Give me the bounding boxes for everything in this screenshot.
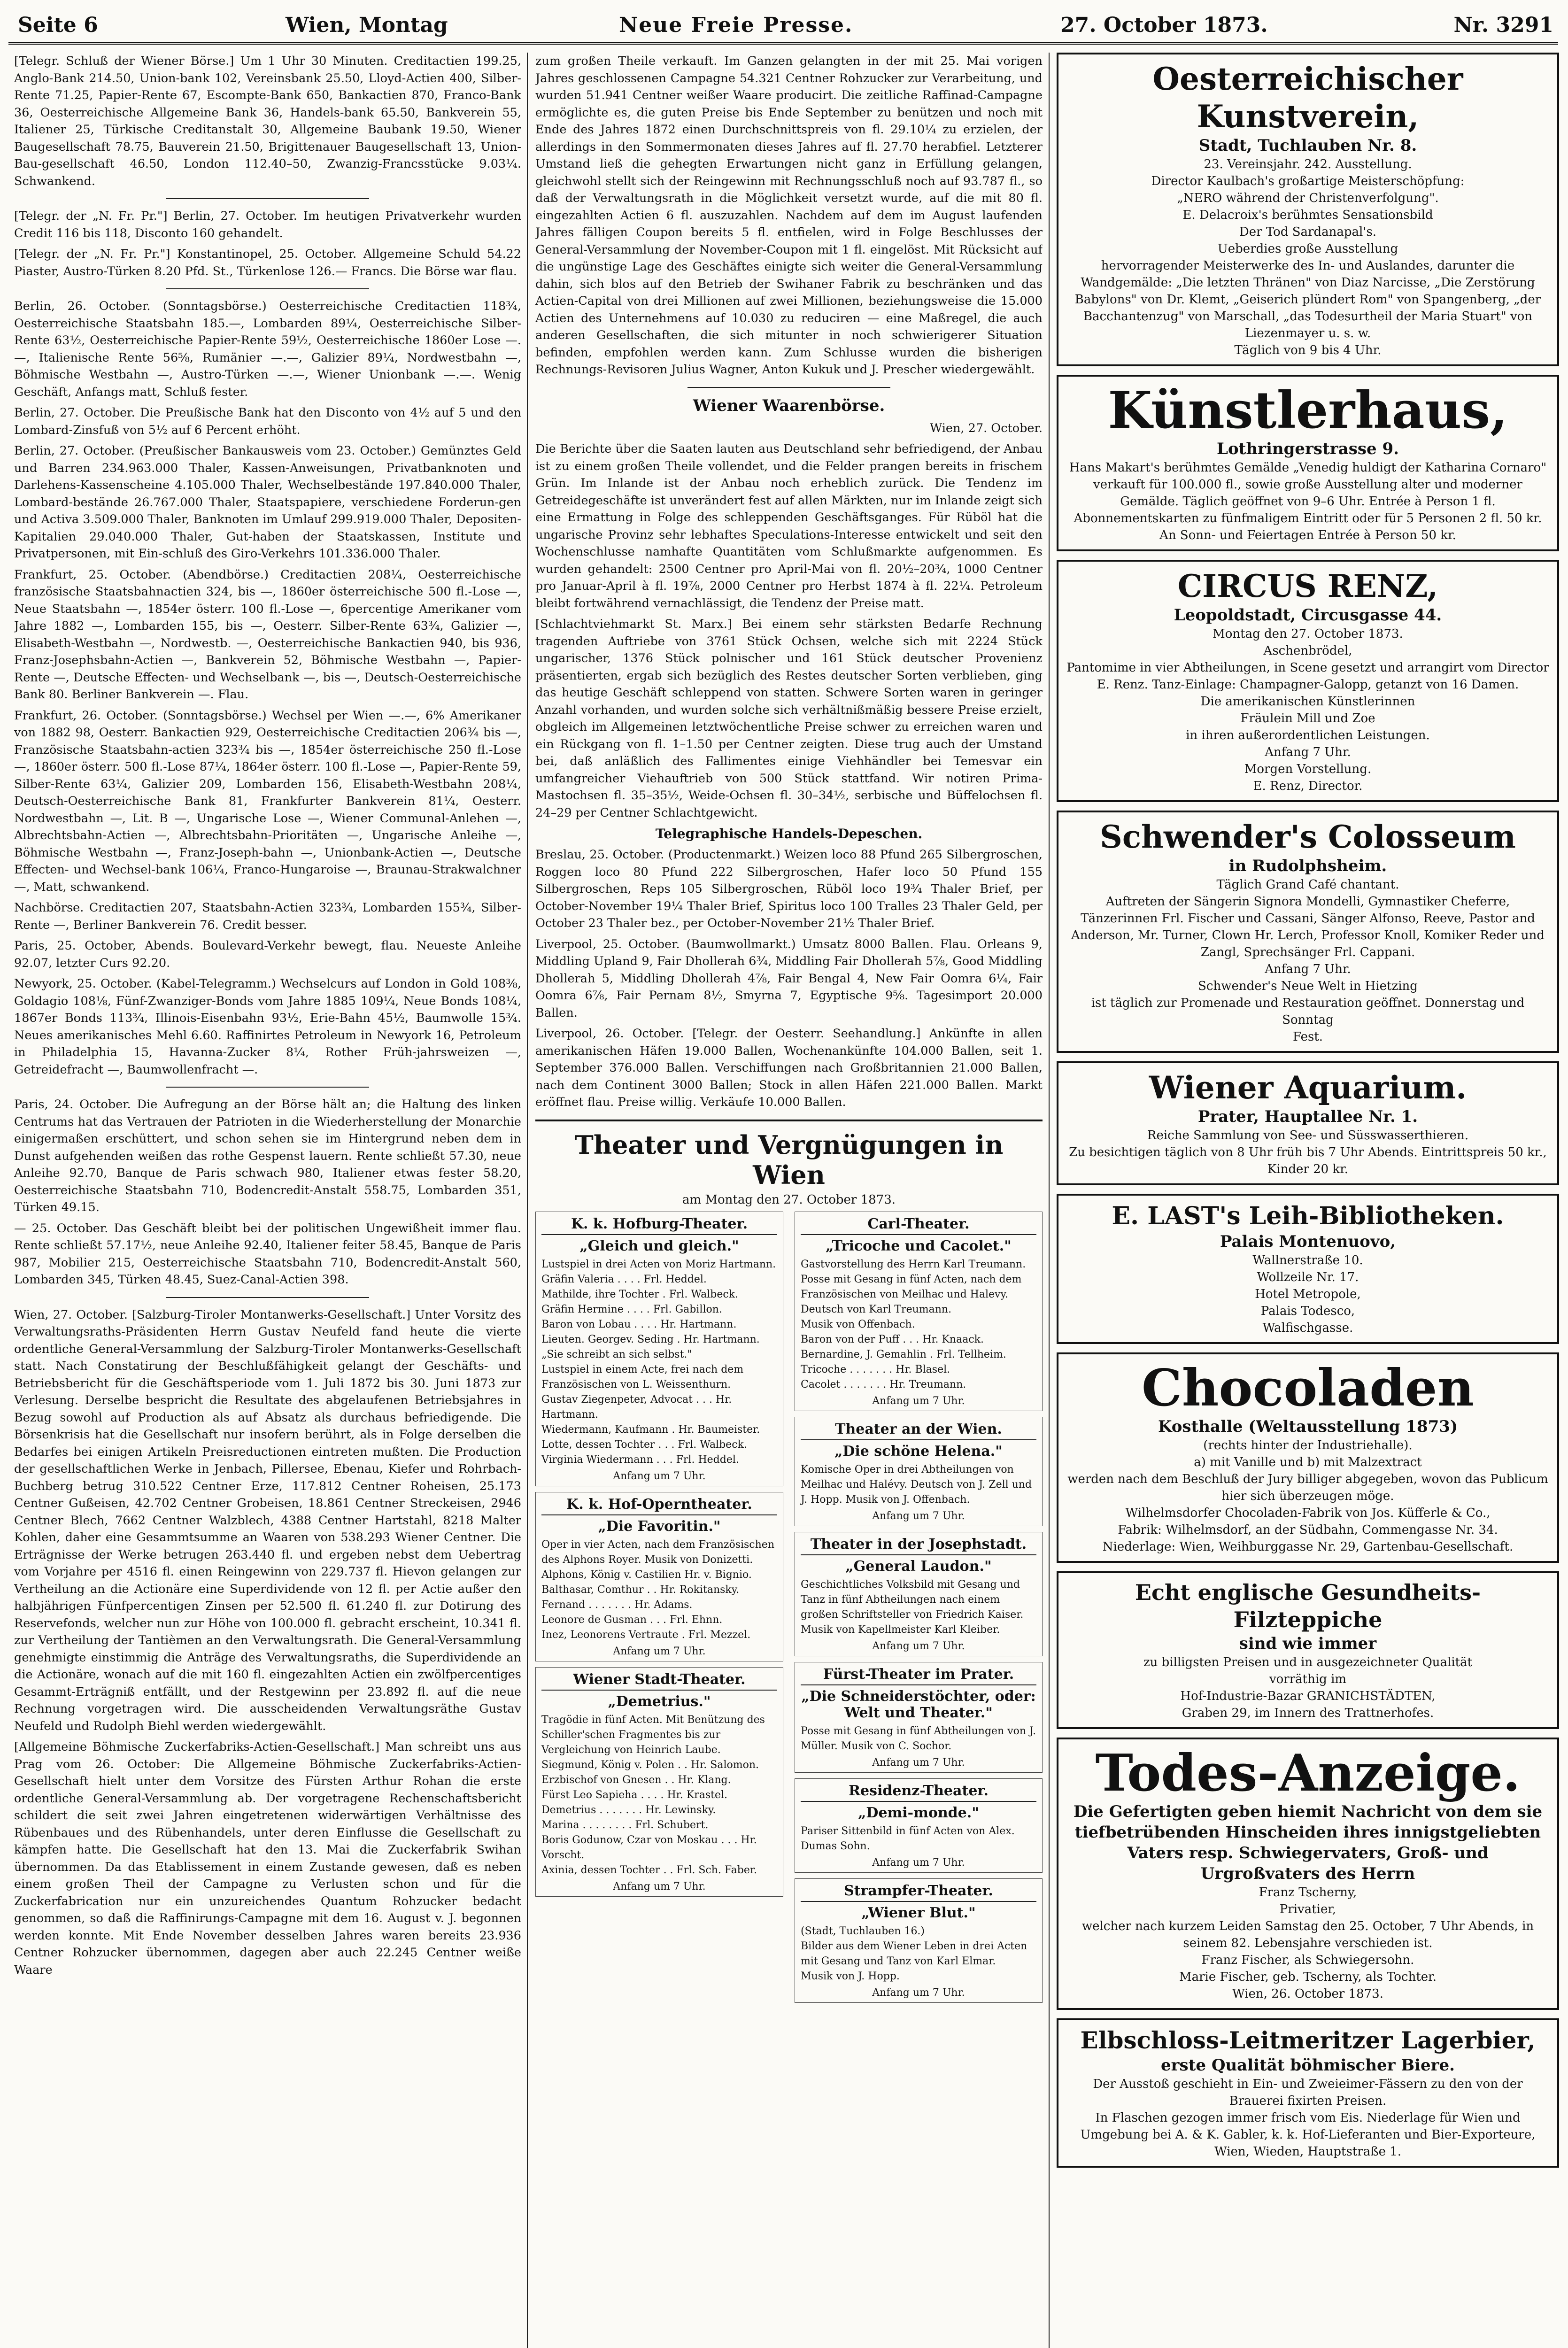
theatre-column-left: [535, 1212, 783, 2008]
cast-line: Marina . . . . . . . . Frl. Schubert.: [541, 1819, 709, 1831]
cast-line: Cacolet . . . . . . . Hr. Treumann.: [801, 1378, 966, 1390]
ad-line: Franz Tscherny,: [1259, 1885, 1357, 1900]
article-paragraph: Frankfurt, 25. October. (Abendbörse.) Creditactien 208¼, Oesterreichische französische Staatsbahnactien 324, bis —, 1860er österreichische 500 fl.-Lose —, Neue Staatsbahn —, 1854er österr. 100 fl.-Lose —, 6percentige Amerikaner vom Jahre 1882 —, Lombarden 155, bis —, Oesterr. Silber-Rente 63¾, Galizier —, Elisabeth-Westbahn —, Nordwestb. —, Oesterreichische Bankactien 940, bis 936, Franz-Josephsbahn-Actien —, Bankverein 52, Böhmische Westbahn —, Papier-Rente —, Deutsche Effecten- und Wechselbank —, bis —, Deutsch-Oesterreichische Bank 80. Berliner Bankverein —. Flau.: [14, 567, 521, 702]
ad-line: Lothringerstrasse 9.: [1217, 440, 1399, 458]
theatre-heading: Theater und Vergnügungen in Wien: [574, 1129, 1004, 1190]
column-financial-news: [14, 53, 521, 2348]
cast-line: Gustav Ziegenpeter, Advocat . . . Hr. Hartmann.: [541, 1393, 732, 1421]
article-paragraph: Berlin, 27. October. (Preußischer Bankausweis vom 23. October.) Gemünztes Geld und Barren 234.963.000 Thaler, Kassen-Anweisungen, Privatbanknoten und Darlehens-Kassenscheine 4.105.000 Thaler, Wechselbestände 197.840.000 Thaler, Lombard-bestände 26.767.000 Thaler, Staatspapiere, verschiedene Forderun-gen und Activa 3.509.000 Thaler, Banknoten im Umlauf 299.919.000 Thaler, Depositen-Kapitalien 29.040.000 Thaler, Gut-haben der Staatskassen, Institute und Privatpersonen, mit Ein-schluß des Giro-Verkehrs 101.336.000 Thaler.: [14, 444, 521, 561]
theatre-listing: [795, 1532, 1043, 1656]
ad-line: In Flaschen gezogen immer frisch vom Eis. Niederlage für Wien und Umgebung bei A. & K. Gabler, k. k. Hof-Lieferanten und Bier-Exporteure, Wien, Wieden, Hauptstraße 1.: [1080, 2111, 1536, 2159]
ad-line: Schwender's Neue Welt in Hietzing: [1198, 979, 1418, 993]
ad-circus-renz: [1057, 560, 1559, 802]
separator: [535, 1120, 1043, 1121]
ad-kunstverein: [1057, 53, 1559, 366]
cast-line: „Sie schreibt an sich selbst.": [541, 1348, 692, 1360]
ad-title: Todes-Anzeige.: [1095, 1744, 1521, 1803]
cast-line: Lotte, dessen Tochter . . . Frl. Walbeck.: [541, 1438, 747, 1451]
separator: [166, 198, 369, 199]
theatre-subheading: am Montag den 27. October 1873.: [682, 1192, 896, 1207]
ad-filzteppiche: [1057, 1571, 1559, 1729]
ad-line: „NERO während der Christenverfolgung".: [1177, 191, 1439, 205]
ad-line: Der Tod Sardanapal's.: [1239, 225, 1377, 239]
ad-line: Palais Montenuovo,: [1220, 1232, 1396, 1251]
cast-line: Gräfin Valeria . . . . Frl. Heddel.: [541, 1273, 707, 1285]
cast-line: Wiedermann, Kaufmann . Hr. Baumeister.: [541, 1423, 760, 1436]
play-title: „Die Schneiderstöchter, oder: Welt und Theater.": [801, 1688, 1036, 1721]
ad-line: Marie Fischer, geb. Tscherny, als Tochter.: [1179, 1970, 1437, 1984]
start-time: Anfang um 7 Uhr.: [872, 1510, 965, 1522]
ad-line: Morgen Vorstellung.: [1244, 762, 1372, 776]
page-number: Seite 6: [18, 13, 98, 37]
ad-line: Wallnerstraße 10.: [1252, 1253, 1363, 1267]
ad-line: in ihren außerordentlichen Leistungen.: [1186, 728, 1430, 742]
theatre-listing: [795, 1417, 1043, 1526]
ad-line: Die amerikanischen Künstlerinnen: [1200, 695, 1415, 709]
ad-title: E. LAST's Leih-Bibliotheken.: [1112, 1202, 1504, 1230]
ad-title: Künstlerhaus,: [1108, 381, 1508, 440]
cast-line: Komische Oper in drei Abtheilungen von Meilhac und Halévy. Deutsch von J. Zell und J. Hopp. Musik von J. Offenbach.: [801, 1463, 1032, 1506]
article-paragraph: [Allgemeine Böhmische Zuckerfabriks-Actien-Gesellschaft.] Man schreibt uns aus Prag vom 26. October: Die Allgemeine Böhmische Zuckerfabriks-Actien-Gesellschaft hielt unter dem Vorsitze des Fürsten Arthur Rohan die erste ordentliche General-Versammlung ab. Der vorgetragene Rechenschaftsbericht schildert die seit zwei Jahren eingetretenen widerwärtigen Verhältnisse des Rübenbaues und des Rübenhandels, unter deren Einflusse die Gesellschaft zu kämpfen hatte. Die Gesellschaft hat den 13. Mai die Zuckerfabrik Swihan übernommen. Da das Etablissement in einem Zustande gewesen, daß es neben einem großen Theil der Campagne zu Verlusten schon und für die Zuckerfabrication nur ein unzureichendes Quantum Rohzucker bedacht genommen, so daß die Raffinirungs-Campagne mit dem 16. August v. J. begonnen werden konnte. Mit Ende November desselben Jahres waren bereits 23.936 Centner Rohzucker übernommen, dagegen aber auch 22.245 Centner weiße Waare: [14, 1740, 521, 1977]
theatre-column-right: [795, 1212, 1043, 2008]
ad-line: E. Delacroix's berühmtes Sensationsbild: [1182, 208, 1433, 222]
ad-title: CIRCUS RENZ,: [1177, 568, 1438, 604]
theatre-listing: [795, 1212, 1043, 1411]
cast-line: Siegmund, König v. Polen . . Hr. Salomon.: [541, 1759, 759, 1771]
article-paragraph: Newyork, 25. October. (Kabel-Telegramm.) Wechselcurs auf London in Gold 108⅜, Goldagio 108⅛, Fünf-Zwanziger-Bonds vom Jahre 1885 109¼, Neue Bonds 108¼, 1867er Bonds 113¾, Illinois-Eisenbahn 93½, Erie-Bahn 45½, Baumwolle 15¾. Neues amerikanisches Mehl 6.60. Raffinirtes Petroleum in Newyork 16, Petroleum in Philadelphia 15, Havanna-Zucker 8¼, Rother Früh-jahrsweizen —, Getreidefracht —, Baumwollenfracht —.: [14, 977, 521, 1077]
ad-line: Niederlage: Wien, Weihburggasse Nr. 29, Gartenbau-Gesellschaft.: [1102, 1540, 1514, 1554]
column-rule: [527, 53, 528, 2348]
ad-line: Graben 29, im Innern des Trattnerhofes.: [1182, 1706, 1434, 1720]
ad-line: Ueberdies große Ausstellung: [1217, 242, 1398, 256]
ad-title: Oesterreichischer Kunstverein,: [1152, 61, 1463, 135]
cast-line: Demetrius . . . . . . . Hr. Lewinsky.: [541, 1804, 716, 1816]
ad-line: Der Ausstoß geschieht in Ein- und Zweieimer-Fässern zu den von der Brauerei fixirten Preisen.: [1093, 2077, 1523, 2108]
masthead: [8, 10, 1558, 45]
ad-line: Wollzeile Nr. 17.: [1257, 1270, 1359, 1284]
ad-line: Stadt, Tuchlauben Nr. 8.: [1198, 136, 1417, 155]
ad-line: vorräthig im: [1269, 1672, 1347, 1686]
theatre-listing: [795, 1878, 1043, 2003]
article-paragraph: Liverpool, 26. October. [Telegr. der Oesterr. Seehandlung.] Ankünfte in allen amerikanischen Häfen 19.000 Ballen, Wochenankünfte 104.000 Ballen, seit 1. September 376.000 Ballen. Verschiffungen nach Großbritannien 21.000 Ballen, nach dem Continent 3000 Ballen; Stock in allen Häfen 221.000 Ballen. Markt eröffnet flau. Preise willig. Verkäufe 10.000 Ballen.: [535, 1027, 1043, 1109]
cast-line: Tricoche . . . . . . . Hr. Blasel.: [801, 1363, 950, 1375]
separator: [166, 288, 369, 289]
play-title: „Wiener Blut.": [861, 1904, 976, 1921]
cast-line: Mathilde, ihre Tochter . Frl. Walbeck.: [541, 1288, 739, 1300]
cast-line: Fürst Leo Sapieha . . . . Hr. Krastel.: [541, 1789, 728, 1801]
ad-schwender: [1057, 811, 1559, 1053]
play-title: „Die schöne Helena.": [834, 1443, 1003, 1460]
issue-date: 27. October 1873.: [1060, 13, 1268, 37]
cast-line: Axinia, dessen Tochter . . Frl. Sch. Faber.: [541, 1864, 757, 1876]
ad-line: Prater, Hauptallee Nr. 1.: [1197, 1107, 1418, 1126]
ad-line: Fräulein Mill und Zoe: [1240, 711, 1375, 726]
play-title: „Gleich und gleich.": [579, 1237, 739, 1254]
ad-title: Echt englische Gesundheits-Filzteppiche: [1135, 1580, 1481, 1632]
ad-kuenstlerhaus: [1057, 375, 1559, 551]
cast-line: (Stadt, Tuchlauben 16.): [801, 1925, 925, 1937]
theatre-listing: [795, 1778, 1043, 1873]
ad-title: Schwender's Colosseum: [1100, 819, 1516, 855]
cast-line: Boris Godunow, Czar von Moskau . . . Hr. Vorscht.: [541, 1834, 757, 1861]
article-paragraph: Berlin, 26. October. (Sonntagsbörse.) Oesterreichische Creditactien 118¾, Oesterreichische Staatsbahn 185.—, Lombarden 89¼, Oesterreichische Silber-Rente 63½, Oesterreichische Papier-Rente 59½, Oesterreichische 1860er Lose —.—, Italienische Rente 56⅝, Rumänier —.—, Galizier 89¼, Nordwestbahn —, Böhmische Westbahn —, Austro-Türken —.—, Wiener Unionbank —.—. Wenig Geschäft, Anfangs matt, Schluß fester.: [14, 299, 521, 399]
cast-line: Posse mit Gesang in fünf Abtheilungen von J. Müller. Musik von C. Sochor.: [801, 1725, 1036, 1752]
ad-line: Wilhelmsdorfer Chocoladen-Fabrik von Jos. Küfferle & Co.,: [1125, 1506, 1491, 1520]
article-paragraph: [Telegr. der „N. Fr. Pr."] Berlin, 27. October. Im heutigen Privatverkehr wurden Credit 116 bis 118, Disconto 160 gehandelt.: [14, 209, 521, 240]
play-title: „Die Favoritin.": [598, 1518, 721, 1535]
ad-line: ist täglich zur Promenade und Restauration geöffnet. Donnerstag und Sonntag: [1091, 996, 1525, 1027]
section-heading: Wiener Waarenbörse.: [693, 396, 885, 415]
start-time: Anfang um 7 Uhr.: [872, 1395, 965, 1407]
ad-line: Zu besichtigen täglich von 8 Uhr früh bis 7 Uhr Abends. Eintrittspreis 50 kr., Kinder 20 kr.: [1069, 1145, 1547, 1176]
start-time: Anfang um 7 Uhr.: [872, 1640, 965, 1652]
ad-line: werden nach dem Beschluß der Jury billiger abgegeben, wovon das Publicum hier sich überzeugen möge.: [1067, 1472, 1548, 1503]
article-paragraph: zum großen Theile verkauft. Im Ganzen gelangten in der mit 25. Mai vorigen Jahres geschlossenen Campagne 54.321 Centner Rohzucker zur Verarbeitung, und wurden 51.941 Centner weißer Waare producirt. Die zeitliche Raffinad-Campagne ermöglichte es, die guten Preise bis Ende September zu benützen und noch mit Ende des Jahres 1872 einen Durchschnittspreis von fl. 29.10¼ zu erzielen, der allerdings in den Sommermonaten dieses Jahres auf fl. 27.70 herabfiel. Letzterer Umstand ließ die gehegten Erwartungen nicht ganz in Erfüllung gelangen, gleichwohl stellt sich der Reingewinn mit Rechnungsschluß noch auf 93.787 fl., so daß der Verwaltungsrath in die Möglichkeit versetzt wurde, auf die mit 80 fl. eingezahlten Actien 6 fl. auszuzahlen. Nachdem auf dem im August laufenden Jahres fälligen Coupon bereits 5 fl. entfielen, wird in Folge Beschlusses der General-Versammlung der November-Coupon mit 1 fl. eingelöst. Mit Rücksicht auf die ungünstige Lage des Geschäftes einigte sich weiter die General-Versammlung dahin, sich blos auf den Betrieb der Swihaner Fabrik zu beschränken und das Actien-Capital von drei Millionen auf zwei Millionen, beziehungsweise die 15.000 Actien des Unternehmens auf 10.030 zu reduciren — eine Maßregel, die auch anderen Gesellschaften, die sich mitunter in noch schwierigerer Situation befinden, empfohlen werden kann. Zum Schlusse wurden die bisherigen Rechnungs-Revisoren Julius Wagner, Anton Kukuk und J. Prescher wiedergewählt.: [535, 54, 1043, 377]
start-time: Anfang um 7 Uhr.: [872, 1856, 965, 1869]
theatre-listings: [535, 1212, 1043, 2008]
theatre-name: Theater an der Wien.: [801, 1421, 1036, 1440]
column-rule: [1049, 53, 1050, 2348]
separator: [687, 387, 890, 388]
ad-line: 23. Vereinsjahr. 242. Ausstellung.: [1204, 157, 1412, 171]
cast-line: Baron von der Puff . . . Hr. Knaack.: [801, 1333, 984, 1345]
cast-line: Posse mit Gesang in fünf Acten, nach dem Französischen von Meilhac und Halevy. Deutsch von Karl Treumann.: [801, 1273, 1022, 1315]
city-day: Wien, Montag: [286, 13, 448, 37]
ad-line: Fest.: [1292, 1030, 1323, 1044]
play-title: „Demi-monde.": [858, 1804, 979, 1821]
cast-line: Lieuten. Georgev. Seding . Hr. Hartmann.: [541, 1333, 760, 1345]
start-time: Anfang um 7 Uhr.: [872, 1986, 965, 1999]
article-paragraph: Paris, 25. October, Abends. Boulevard-Verkehr bewegt, flau. Neueste Anleihe 92.07, letzter Curs 92.20.: [14, 939, 521, 970]
theatre-name: Fürst-Theater im Prater.: [801, 1666, 1036, 1685]
article-paragraph: Frankfurt, 26. October. (Sonntagsbörse.) Wechsel per Wien —.—, 6% Amerikaner von 1882 98, Oesterr. Bankactien 929, Oesterreichische Creditactien 206¾ bis —, Französische Staatsbahn-actien 323¾ bis —, 1854er österreichische 250 fl.-Lose —, 1860er österr. 500 fl.-Lose 87¼, 1864er österr. 100 fl.-Lose —, Papier-Rente 59, Silber-Rente 63¼, Galizier 209, Lombarden 156, Elisabeth-Westbahn 208¼, Deutsch-Oesterreichische Bank 81, Frankfurter Bankverein 81¼, Oesterr. Nordwestbahn —, Lit. B —, Ungarische Lose —, Wiener Communal-Anlehen —, Albrechtsbahn-Actien —, Albrechtsbahn-Prioritäten —, Ungarische Anleihe —, Böhmische Westbahn —, Franz-Joseph-bahn —, Unionbank-Actien —, Deutsche Effecten- und Wechsel-bank 106¼, Franco-Hungaroise —, Braunau-Strakwalchner —, Matt, schwankend.: [14, 708, 521, 894]
ad-line: Palais Todesco,: [1260, 1304, 1355, 1318]
section-heading: Telegraphische Handels-Depeschen.: [655, 826, 923, 842]
cast-line: Tragödie in fünf Acten. Mit Benützung des Schiller'schen Fragmentes bis zur Vergleichung von Heinrich Laube.: [541, 1714, 765, 1756]
separator: [166, 1297, 369, 1298]
article-paragraph: [Telegr. der „N. Fr. Pr."] Konstantinopel, 25. October. Allgemeine Schuld 54.22 Piaster, Austro-Türken 8.20 Pfd. St., Türkenlose 126.— Francs. Die Börse war flau.: [14, 247, 521, 278]
ad-line: zu billigsten Preisen und in ausgezeichneter Qualität: [1143, 1655, 1473, 1669]
start-time: Anfang um 7 Uhr.: [872, 1756, 965, 1769]
ad-line: Wien, 26. October 1873.: [1232, 1987, 1383, 2001]
cast-line: Baron von Lobau . . . . Hr. Hartmann.: [541, 1318, 737, 1330]
ad-line: Director Kaulbach's großartige Meisterschöpfung:: [1151, 174, 1465, 188]
ad-line: Fabrik: Wilhelmsdorf, an der Südbahn, Commengasse Nr. 34.: [1118, 1523, 1498, 1537]
cast-line: Oper in vier Acten, nach dem Französischen des Alphons Royer. Musik von Donizetti.: [541, 1538, 774, 1566]
theatre-name: K. k. Hof-Operntheater.: [541, 1496, 777, 1515]
article-paragraph: Paris, 24. October. Die Aufregung an der Börse hält an; die Haltung des linken Centrums hat das Vertrauen der Patrioten in die Wiederherstellung der Monarchie einigermaßen erschüttert, und schon sehen sie im Hintergrund neben dem in Dunst aufgehenden weißen das rothe Gespenst lauern. Rente schließt 57.30, neue Anleihe 92.70, Banque de Paris schwach 980, Italiener etwas fester 58.20, Oesterreichische Staatsbahn 710, Bodencredit-Anstalt 558.75, Lombarden 351, Türken 49.15.: [14, 1097, 521, 1214]
ad-line: (rechts hinter der Industriehalle).: [1203, 1438, 1413, 1452]
ad-title: Chocoladen: [1141, 1359, 1475, 1418]
ad-line: Leopoldstadt, Circusgasse 44.: [1174, 606, 1442, 625]
ad-line: Hotel Metropole,: [1255, 1287, 1361, 1301]
ad-line: Aschenbrödel,: [1263, 644, 1352, 658]
cast-line: Musik von Offenbach.: [801, 1318, 915, 1330]
theatre-name: Carl-Theater.: [801, 1216, 1036, 1235]
column-market-and-theatre: [535, 53, 1043, 2348]
article-paragraph: Berlin, 27. October. Die Preußische Bank hat den Disconto von 4½ auf 5 und den Lombard-Zinsfuß von 5½ auf 6 Percent erhöht.: [14, 406, 521, 437]
ad-line: Die Gefertigten geben hiemit Nachricht von dem sie tiefbetrübenden Hinscheiden ihres innigstgeliebten Vaters resp. Schwiegervaters, Groß- und Urgroßvaters des Herrn: [1073, 1802, 1543, 1883]
cast-line: Bernardine, J. Gemahlin . Frl. Tellheim.: [801, 1348, 1006, 1360]
ad-line: Täglich Grand Café chantant.: [1216, 878, 1399, 892]
ad-line: Privatier,: [1279, 1902, 1336, 1916]
theatre-name: Wiener Stadt-Theater.: [541, 1671, 777, 1691]
ad-line: Montag den 27. October 1873.: [1213, 627, 1403, 641]
article-paragraph: — 25. October. Das Geschäft bleibt bei der politischen Ungewißheit immer flau. Rente schließt 57.17½, neue Anleihe 92.40, Italiener feiter 58.45, Banque de Paris 987, Mobilier 215, Oesterreichische Staatsbahn 710, Bodencredit-Anstalt 560, Lombarden 345, Türken 48.45, Suez-Canal-Actien 398.: [14, 1221, 521, 1287]
cast-line: Pariser Sittenbild in fünf Acten von Alex. Dumas Sohn.: [801, 1825, 1015, 1852]
ad-line: welcher nach kurzem Leiden Samstag den 25. October, 7 Uhr Abends, in seinem 82. Lebensjahre verschieden ist.: [1081, 1919, 1534, 1950]
article-paragraph: Liverpool, 25. October. (Baumwollmarkt.) Umsatz 8000 Ballen. Flau. Orleans 9, Middling Upland 9, Fair Dhollerah 6¾, Middling Fair Dhollerah 5⅞, Good Middling Dhollerah 5, Middling Dhollerah 4⅞, Fair Bengal 4, New Fair Oomra 6¼, Fair Oomra 6⅞, Fair Pernam 8½, Smyrna 7, Egyptische 9⅝. Tagesimport 20.000 Ballen.: [535, 937, 1043, 1020]
cast-line: Gastvorstellung des Herrn Karl Treumann.: [801, 1258, 1026, 1270]
article-paragraph: Breslau, 25. October. (Productenmarkt.) Weizen loco 88 Pfund 265 Silbergroschen, Roggen loco 80 Pfund 222 Silbergroschen, Hafer loco 50 Pfund 155 Silbergroschen, Reps 105 Silbergroschen, Rüböl loco 19¾ Thaler Brief, per October-November 19¼ Thaler Brief, Spiritus loco 100 Tralles 23 Thaler Geld, per October 23 Thaler bez., per October-November 21½ Thaler Brief.: [535, 848, 1043, 930]
ad-line: Walfischgasse.: [1262, 1321, 1353, 1335]
theatre-name: K. k. Hofburg-Theater.: [541, 1216, 777, 1235]
ad-line: Reiche Sammlung von See- und Süsswasserthieren.: [1147, 1128, 1469, 1143]
ad-line: Kosthalle (Weltausstellung 1873): [1158, 1417, 1458, 1436]
cast-line: Leonore de Gusman . . . Frl. Ehnn.: [541, 1614, 723, 1626]
play-title: „Demetrius.": [608, 1693, 711, 1710]
theatre-name: Theater in der Josephstadt.: [801, 1536, 1036, 1555]
article-paragraph: Die Berichte über die Saaten lauten aus Deutschland sehr befriedigend, der Anbau ist zu einem großen Theile vollendet, und die Felder prangen bereits in frischem Grün. Im Inlande ist der Anbau noch erheblich zurück. Die Tendenz im Getreidegeschäfte ist unverändert fest auf allen Märkten, nur im Inlande zeigt sich eine Ermattung in Folge des schleppenden Geschäftsganges. Für Rüböl hat die ungarische Provinz sehr lebhaftes Speculations-Interesse entwickelt und seit den Wochenschlusse namhafte Quantitäten vom Schlußmarkte aufgenommen. Es wurden gehandelt: 2500 Centner pro April-Mai von fl. 20½–20¾, 1000 Centner pro Januar-April à fl. 19⅞, 2000 Centner pro Herbst 1874 à fl. 22¼. Petroleum bleibt fortwährend vernachlässigt, die Tendenz der Preise matt.: [535, 442, 1043, 610]
cast-line: Virginia Wiedermann . . . Frl. Heddel.: [541, 1453, 739, 1466]
start-time: Anfang um 7 Uhr.: [613, 1880, 706, 1892]
ad-line: erste Qualität böhmischer Biere.: [1160, 2056, 1455, 2075]
issue-number: Nr. 3291: [1453, 13, 1553, 37]
cast-line: Fernand . . . . . . . Hr. Adams.: [541, 1599, 693, 1611]
ad-elbschloss: [1057, 2018, 1559, 2168]
ad-line: Pantomime in vier Abtheilungen, in Scene gesetzt und arrangirt vom Director E. Renz. Tanz-Einlage: Champagner-Galopp, getanzt von 16 Damen.: [1066, 661, 1549, 692]
cast-line: Lustspiel in einem Acte, frei nach dem Französischen von L. Weissenthurn.: [541, 1363, 744, 1390]
article-paragraph: [Telegr. Schluß der Wiener Börse.] Um 1 Uhr 30 Minuten. Creditactien 199.25, Anglo-Bank 214.50, Union-bank 102, Vereinsbank 25.50, Lloyd-Actien 400, Silber-Rente 71.25, Papier-Rente 67, Escompte-Bank 650, Bankactien 870, Franco-Bank 36, Oesterreichische Allgemeine Bank 36, Handels-bank 65.50, Bankverein 55, Italiener 25, Türkische Creditanstalt 30, Allgemeine Baubank 19.50, Wiener Baugesellschaft 78.75, Bauverein 21.50, Brigittenauer Baugesellschaft 13, Union-Bau-gesellschaft 46.50, London 112.40–50, Zwanzig-Francsstücke 9.03¼. Schwankend.: [14, 54, 521, 188]
newspaper-name: Neue Freie Presse.: [619, 13, 853, 37]
ad-line: sind wie immer: [1239, 1634, 1377, 1653]
article-paragraph: Wien, 27. October. [Salzburg-Tiroler Montanwerks-Gesellschaft.] Unter Vorsitz des Verwaltungsraths-Präsidenten Herrn Gustav Neufeld fand heute die vierte ordentliche General-Versammlung der Salzburg-Tiroler Montanwerks-Gesellschaft statt. Nach Constatirung der Beschlußfähigkeit gelangt der Geschäfts- und Betriebsbericht für die Geschäftsperiode vom 1. Juli 1872 bis 30. Juni 1873 zur Verlesung. Derselbe bespricht die Resultate des abgelaufenen Betriebsjahres in Bezug sowohl auf Production als auf Absatz als durchaus befriedigende. Die Börsenkrisis hat die Gesellschaft nur insofern berührt, als in Folge derselben die Bedarfes bei einigen Artikeln Preisreductionen eintreten mußten. Die Production der gesellschaftlichen Werke in Jenbach, Pillersee, Ebenau, Kiefer und Rohrbach-Buchberg betrug 310.522 Centner Erze, 117.812 Centner Roheisen, 25.173 Centner Gußeisen, 42.702 Centner Grobeisen, 18.861 Centner Streckeisen, 2946 Centner Blech, 7662 Centner Walzblech, 4388 Centner Hartstahl, 8218 Malter Kohlen, daher eine Gesammtsumme an Waaren von 538.293 Wiener Centner. Die Erträgnisse der Werke betrugen 263.440 fl. und ergeben nebst dem Uebertrag vom Vorjahre per 4516 fl. einen Reingewinn von 229.737 fl. Hievon gelangen zur Vertheilung an die Actionäre eine Superdividende von 12 fl. per Actie außer den halbjährigen Fünfpercentigen Zinsen per 52.500 fl. 61.240 fl. zur Dotirung des Reservefonds, welcher nun zur Höhe von 100.000 fl. gebracht erscheint, 10.341 fl. zur Vertheilung der Tantièmen an den Verwaltungsrath. Die General-Versammlung genehmigte einstimmig die Anträge des Verwaltungsraths, die Superdividende an die Actionäre, wonach auf die mit 160 fl. eingezahlten Actien ein zwölfpercentiges Gesammt-Erträgniß entfällt, und der Restgewinn per 23.892 fl. auf die neue Rechnung vorgetragen wird. Die ausscheidenden Verwaltungsräthe Gustav Neufeld und Rudolph Biehl werden wiedergewählt.: [14, 1307, 521, 1733]
ad-line: a) mit Vanille und b) mit Malzextract: [1194, 1455, 1422, 1469]
ad-line: Hof-Industrie-Bazar GRANICHSTÄDTEN,: [1180, 1689, 1436, 1703]
cast-line: Balthasar, Comthur . . Hr. Rokitansky.: [541, 1583, 740, 1596]
dateline: Wien, 27. October.: [930, 421, 1043, 435]
ad-line: Franz Fischer, als Schwiegersohn.: [1201, 1953, 1414, 1967]
ad-leihbibliothek: [1057, 1194, 1559, 1344]
column-advertisements: [1057, 53, 1559, 2348]
ad-line: Anfang 7 Uhr.: [1265, 745, 1351, 759]
play-title: „Tricoche und Cacolet.": [826, 1237, 1012, 1254]
theatre-listing: [535, 1212, 783, 1486]
play-title: „General Laudon.": [845, 1558, 992, 1575]
article-paragraph: Nachbörse. Creditactien 207, Staatsbahn-Actien 323¾, Lombarden 155¾, Silber-Rente —, Berliner Bankverein 76. Credit besser.: [14, 901, 521, 932]
ad-title: Elbschloss-Leitmeritzer Lagerbier,: [1080, 2026, 1536, 2054]
cast-line: Bilder aus dem Wiener Leben in drei Acten mit Gesang und Tanz von Karl Elmar.: [801, 1940, 1027, 1967]
theatre-name: Strampfer-Theater.: [801, 1883, 1036, 1902]
cast-line: Erzbischof von Gnesen . . Hr. Klang.: [541, 1774, 731, 1786]
ad-line: in Rudolphsheim.: [1228, 857, 1387, 875]
ad-aquarium: [1057, 1061, 1559, 1185]
start-time: Anfang um 7 Uhr.: [613, 1645, 706, 1657]
ad-line: Auftreten der Sängerin Signora Mondelli, Gymnastiker Cheferre, Tänzerinnen Frl. Fischer und Cassani, Sänger Alfonso, Reeve, Pastor and Anderson, Mr. Turner, Clown Hr. Lerch, Professor Knoll, Komiker Reder und Zangl, Sprechsänger Frl. Cappani.: [1071, 895, 1545, 959]
start-time: Anfang um 7 Uhr.: [613, 1470, 706, 1482]
ad-line: E. Renz, Director.: [1253, 779, 1363, 793]
theatre-listing: [535, 1492, 783, 1661]
cast-line: Geschichtliches Volksbild mit Gesang und Tanz in fünf Abtheilungen nach einem großen Schriftsteller von Friedrich Kaiser. Musik von Kapellmeister Karl Kleiber.: [801, 1578, 1024, 1636]
ad-todesanzeige: [1057, 1738, 1559, 2010]
ad-line: Hans Makart's berühmtes Gemälde „Venedig huldigt der Katharina Cornaro" verkauft für 100.000 fl., sowie große Ausstellung alter und moderner Gemälde. Täglich geöffnet von 9–6 Uhr. Entrée à Person 1 fl. Abonnementskarten zu fünfmaligem Eintritt oder für 5 Personen 2 fl. 50 kr. An Sonn- und Feiertagen Entrée à Person 50 kr.: [1069, 461, 1547, 542]
cast-line: Gräfin Hermine . . . . Frl. Gabillon.: [541, 1303, 722, 1315]
ad-title: Wiener Aquarium.: [1149, 1069, 1467, 1106]
ad-line: hervorragender Meisterwerke des In- und Auslandes, darunter die Wandgemälde: „Die letzten Thränen" von Diaz Narcisse, „Die Zerstörung Babylons" von Dr. Klemt, „Geiserich plündert Rom" von Spangenberg, „der Bacchantenzug" von Marschall, „das Todesurtheil der Maria Stuart" von Liezenmayer u. s. w.: [1074, 259, 1541, 340]
ad-line: Anfang 7 Uhr.: [1265, 962, 1351, 976]
cast-line: Alphons, König v. Castilien Hr. v. Bignio.: [541, 1568, 752, 1581]
cast-line: Inez, Leonorens Vertraute . Frl. Mezzel.: [541, 1629, 751, 1641]
cast-line: Lustspiel in drei Acten von Moriz Hartmann.: [541, 1258, 776, 1270]
ad-line: Täglich von 9 bis 4 Uhr.: [1234, 343, 1382, 357]
theatre-listing: [795, 1662, 1043, 1773]
theatre-name: Residenz-Theater.: [801, 1783, 1036, 1802]
cast-line: Musik von J. Hopp.: [801, 1970, 900, 1982]
separator: [166, 1087, 369, 1088]
article-paragraph: [Schlachtviehmarkt St. Marx.] Bei einem sehr stärksten Bedarfe Rechnung tragenden Auftriebe von 3761 Stück Ochsen, welche sich mit 2224 Stück ungarischer, 1376 Stück polnischer und 161 Stück deutscher Provenienz präsentierten, ergab sich bezüglich des Restes deutscher Sorten verblieben, ging das heutige Geschäft schleppend von statten. Schwere Sorten waren in geringer Anzahl vorhanden, und wurden solche sich verhältnißmäßig bessere Preise erzielt, obgleich im Allgemeinen letztwöchentliche Preise schwer zu erreichen waren und ein Rückgang von fl. 1–1.50 per Centner zeigten. Diese trug auch der Umstand bei, daß anläßlich des Fallimentes einige Viehhändler bei Temesvar ein umfangreicher Viehauftrieb von 500 Stück stattfand. Wir notiren Prima-Mastochsen fl. 35–35½, Weide-Ochsen fl. 30–34½, serbische und Büffelochsen fl. 24–29 per Centner Schlachtgewicht.: [535, 617, 1043, 820]
ad-chocoladen: [1057, 1352, 1559, 1563]
theatre-listing: [535, 1667, 783, 1897]
